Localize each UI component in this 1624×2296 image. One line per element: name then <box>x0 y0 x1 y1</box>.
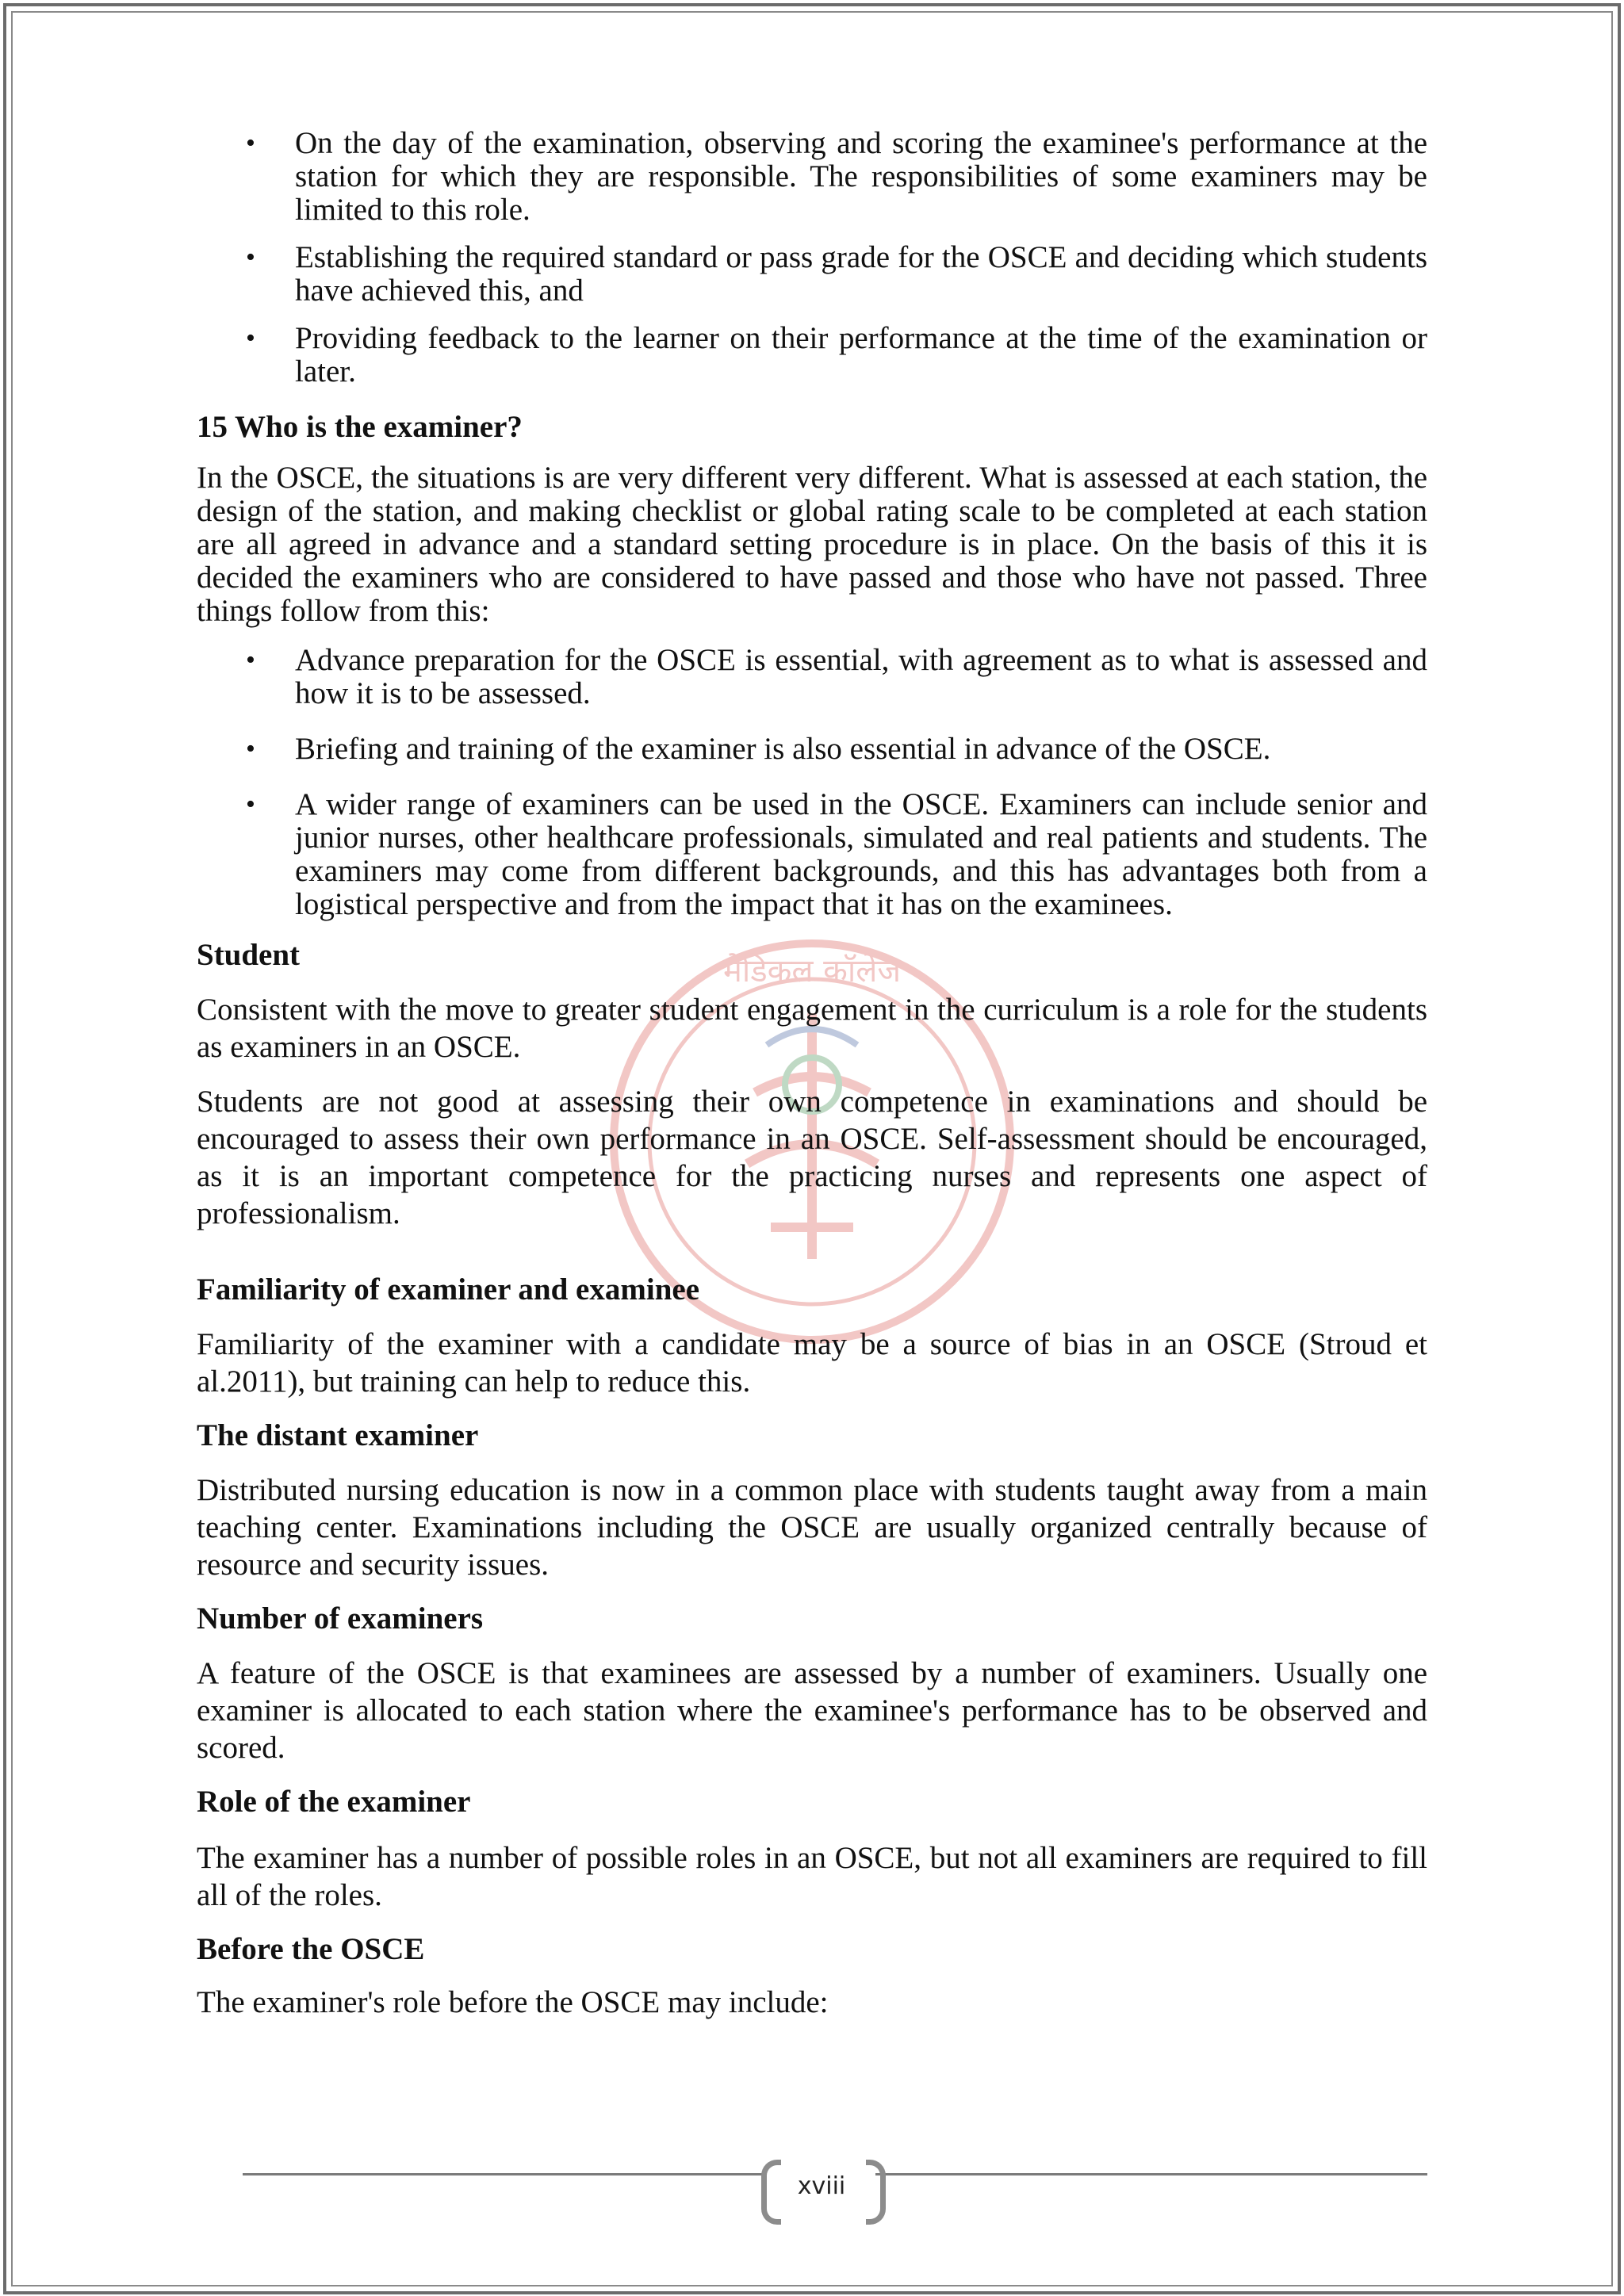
section-heading: Before the OSCE <box>197 1932 425 1966</box>
section-heading: The distant examiner <box>197 1418 479 1452</box>
page-number: xviii <box>797 2172 846 2200</box>
paragraph: The examiner's role before the OSCE may include: <box>197 1985 829 2019</box>
seal-lettering: मेडिकल कॉलेज <box>722 953 902 989</box>
section-heading: Familiarity of examiner and examinee <box>197 1272 699 1307</box>
paragraph: The examiner has a number of possible roles in an OSCE, but not all examiners are required to fill all of the roles. <box>197 1841 1427 1912</box>
list-item: • A wider range of examiners can be used in the OSCE. Examiners can include senior and junior nurses, other healthcare professionals, simulated and real patients and students. The examiners may come from different backgrounds, and this has advantages both from a logistical perspective and from the impact that it has on the examinees. <box>197 788 1427 921</box>
examiner-bullet-list <box>197 644 1427 921</box>
footer-rule-left <box>243 2173 763 2175</box>
paragraph: Students are not good at assessing their own competence in examinations and should be encouraged to assess their own performance in an OSCE. Self-assessment should be encouraged, as it is an important competence for the practicing nurses and represents one aspect of professionalism. <box>197 1085 1427 1230</box>
familiarity-section <box>197 1273 1427 1400</box>
list-item: • On the day of the examination, observing and scoring the examinee's performance at the station for which they are responsible. The responsibilities of some examiners may be limited to this role. <box>197 127 1427 227</box>
paragraph: Consistent with the move to greater student engagement in the curriculum is a role for the students as examiners in an OSCE. <box>197 993 1427 1064</box>
paragraph: In the OSCE, the situations is are very different very different. What is assessed at each station, the design of the station, and making checklist or global rating scale to be completed at each station are all agreed in advance and a standard setting procedure is in place. On the basis of this it is decided the examiners who are considered to have passed and those who have not passed. Three things follow from this: <box>197 461 1427 628</box>
student-section <box>197 939 1427 1232</box>
section-heading: Student <box>197 938 301 972</box>
list-item: • Establishing the required standard or pass grade for the OSCE and deciding which students have achieved this, and <box>197 241 1427 308</box>
paragraph: A feature of the OSCE is that examinees are assessed by a number of examiners. Usually one examiner is allocated to each station where the examinee's performance has to be observed and scored. <box>197 1656 1427 1765</box>
list-item: • Advance preparation for the OSCE is essential, with agreement as to what is assessed and how it is to be assessed. <box>197 644 1427 710</box>
document-body <box>197 127 1427 2021</box>
section-heading: Role of the examiner <box>197 1785 471 1819</box>
top-bullet-list <box>197 127 1427 388</box>
number-section <box>197 1602 1427 1766</box>
role-section <box>197 1785 1427 1914</box>
paragraph: Distributed nursing education is now in a common place with students taught away from a main teaching center. Examinations including the OSCE are usually organized centrally because of resource and security issues. <box>197 1473 1427 1582</box>
paragraph: Familiarity of the examiner with a candidate may be a source of bias in an OSCE (Stroud et al.2011), but training can help to reduce this. <box>197 1327 1427 1399</box>
distant-section <box>197 1419 1427 1583</box>
list-item: • Briefing and training of the examiner is also essential in advance of the OSCE. <box>197 733 1427 766</box>
footer-rule-right <box>875 2173 1427 2175</box>
section-heading: 15 Who is the examiner? <box>197 410 523 444</box>
list-item: • Providing feedback to the learner on their performance at the time of the examination or later. <box>197 322 1427 388</box>
section-heading: Number of examiners <box>197 1601 484 1636</box>
before-section <box>197 1933 1427 2021</box>
